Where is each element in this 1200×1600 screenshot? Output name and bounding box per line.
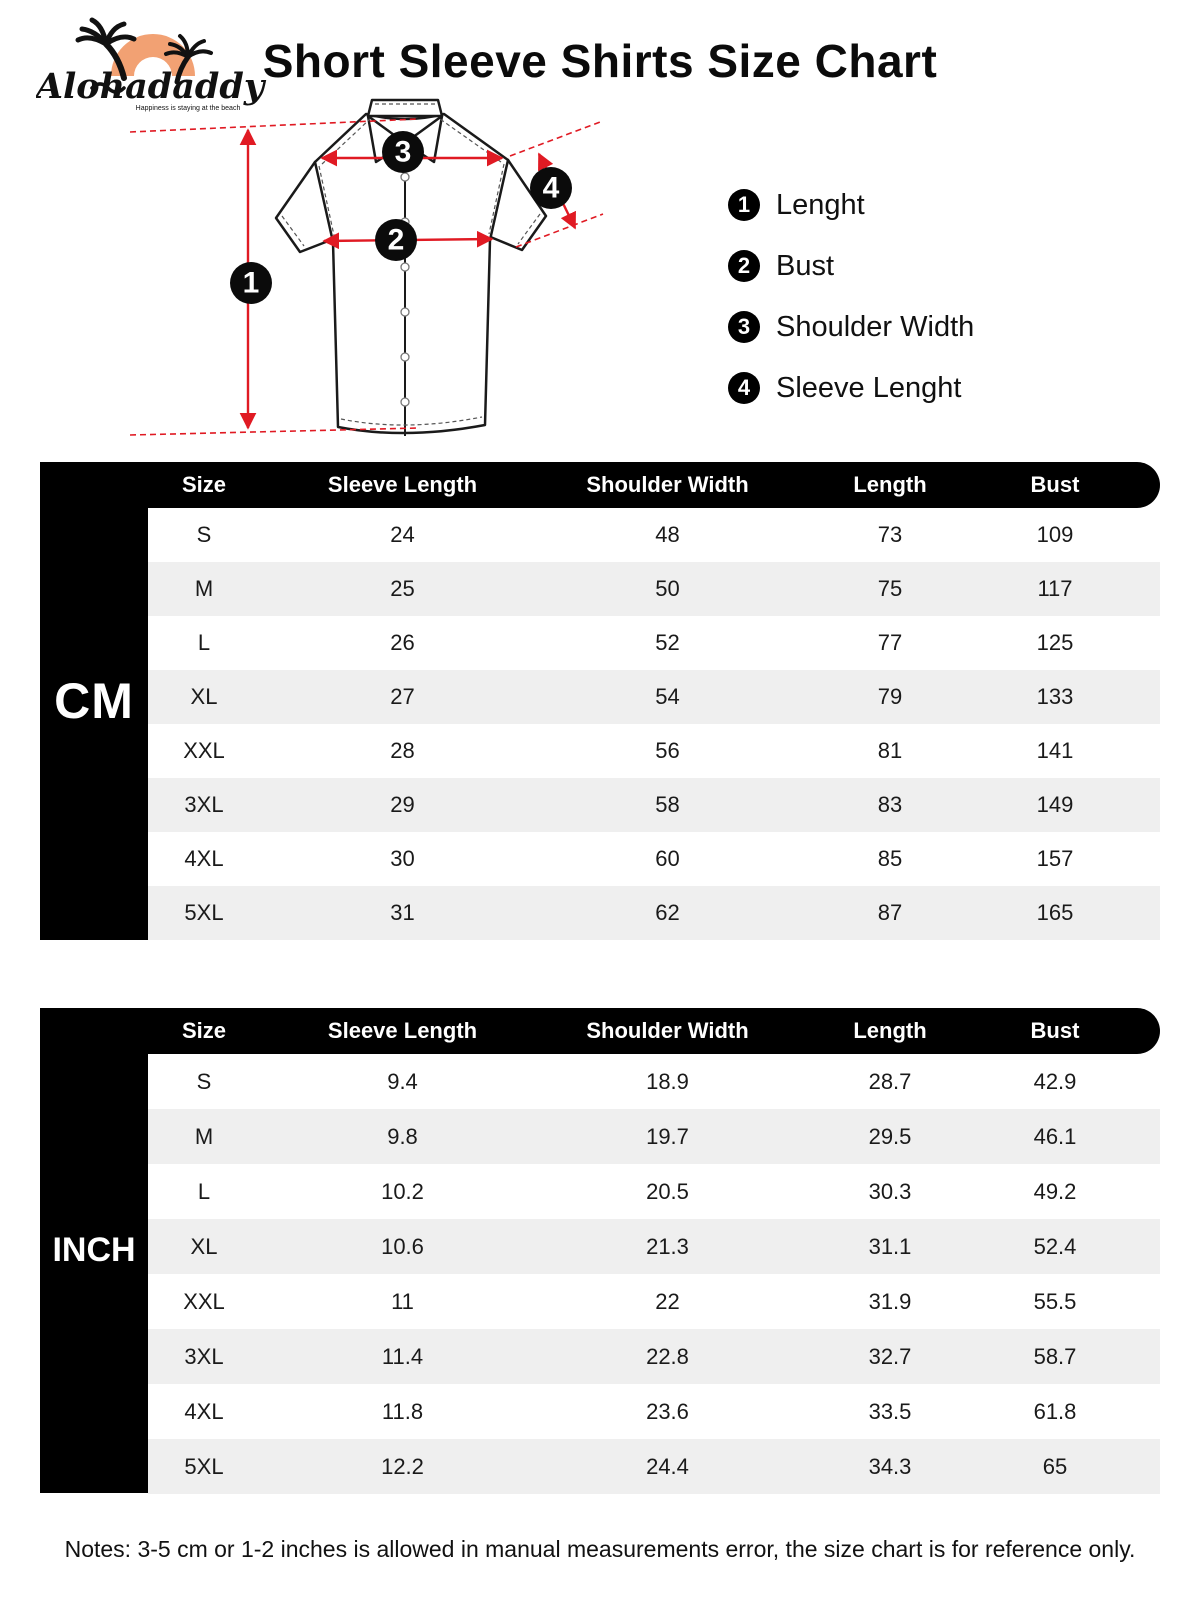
value-cell: 21.3 <box>646 1233 689 1259</box>
size-cell: S <box>196 1068 212 1094</box>
value-cell: 27 <box>390 684 415 709</box>
size-cell: 5XL <box>184 900 224 925</box>
value-cell: 75 <box>877 576 903 601</box>
value-cell: 20.5 <box>646 1178 689 1204</box>
legend-badge-4: 4 <box>728 372 760 404</box>
value-cell: 42.9 <box>1033 1068 1077 1094</box>
size-table-cm <box>40 462 1160 940</box>
value-cell: 52 <box>655 630 680 655</box>
legend-badge-1: 1 <box>728 189 760 221</box>
legend-item-sleeve-length <box>728 371 974 405</box>
table-row <box>148 508 1160 562</box>
table-row <box>148 1109 1160 1164</box>
value-cell: 10.2 <box>381 1178 424 1204</box>
value-cell: 9.8 <box>387 1123 418 1149</box>
legend-item-length <box>728 188 974 222</box>
value-cell: 133 <box>1036 684 1074 709</box>
column-header: Sleeve Length <box>327 472 478 497</box>
value-cell: 22.8 <box>646 1343 689 1369</box>
value-cell: 23.6 <box>646 1398 689 1424</box>
diagram-marker-2 <box>375 219 417 261</box>
value-cell: 77 <box>877 630 903 655</box>
value-cell: 125 <box>1036 630 1074 655</box>
value-cell: 65 <box>1042 1453 1068 1479</box>
brand-tagline: Happiness is staying at the beach <box>135 105 241 112</box>
column-header: Bust <box>1030 472 1080 497</box>
value-cell: 19.7 <box>646 1123 689 1149</box>
value-cell: 58.7 <box>1033 1343 1077 1369</box>
value-cell: 24 <box>390 522 415 547</box>
size-cell: 4XL <box>184 846 224 871</box>
table-row <box>148 1219 1160 1274</box>
value-cell: 31 <box>390 900 415 925</box>
column-header: Bust <box>1030 1018 1080 1043</box>
value-cell: 18.9 <box>646 1068 689 1094</box>
value-cell: 10.6 <box>381 1233 424 1259</box>
value-cell: 73 <box>877 522 903 547</box>
value-cell: 79 <box>877 684 903 709</box>
page-title: Short Sleeve Shirts Size Chart <box>262 35 938 87</box>
value-cell: 54 <box>655 684 680 709</box>
value-cell: 157 <box>1036 846 1074 871</box>
table-row <box>148 832 1160 886</box>
table-row <box>148 562 1160 616</box>
unit-label-text: INCH <box>52 1231 136 1269</box>
value-cell: 33.5 <box>868 1398 912 1424</box>
table-row <box>148 1439 1160 1494</box>
value-cell: 149 <box>1036 792 1074 817</box>
value-cell: 31.1 <box>868 1233 912 1259</box>
legend-label: Sleeve Lenght <box>776 371 962 404</box>
size-cell: XL <box>190 1233 218 1259</box>
value-cell: 30 <box>390 846 415 871</box>
value-cell: 49.2 <box>1033 1178 1077 1204</box>
value-cell: 9.4 <box>387 1068 418 1094</box>
legend-item-shoulder-width <box>728 310 974 344</box>
size-cell: M <box>194 1123 214 1149</box>
value-cell: 81 <box>877 738 903 763</box>
table-row <box>148 1384 1160 1439</box>
size-cell: XXL <box>183 1288 225 1314</box>
shirt-measurement-diagram <box>118 92 610 456</box>
table-body <box>148 508 1160 940</box>
diagram-marker-1 <box>230 262 272 304</box>
column-header: Shoulder Width <box>586 472 749 497</box>
value-cell: 56 <box>655 738 680 763</box>
size-cell: L <box>197 630 211 655</box>
legend-badge-2: 2 <box>728 250 760 282</box>
column-header: Shoulder Width <box>586 1018 749 1043</box>
value-cell: 31.9 <box>868 1288 912 1314</box>
unit-label-inch <box>40 1008 148 1493</box>
value-cell: 46.1 <box>1033 1123 1077 1149</box>
size-table-inch <box>40 1008 1160 1493</box>
value-cell: 62 <box>655 900 680 925</box>
size-cell: XL <box>190 684 218 709</box>
value-cell: 11.8 <box>381 1398 424 1424</box>
unit-label-cm <box>40 462 148 940</box>
table-header-row <box>40 462 1160 508</box>
size-cell: 5XL <box>184 1453 224 1479</box>
value-cell: 165 <box>1036 900 1074 925</box>
value-cell: 83 <box>877 792 903 817</box>
svg-text:1: 1 <box>242 266 260 300</box>
value-cell: 55.5 <box>1033 1288 1077 1314</box>
value-cell: 29.5 <box>868 1123 912 1149</box>
value-cell: 58 <box>655 792 680 817</box>
value-cell: 29 <box>390 792 415 817</box>
unit-label-text: CM <box>54 673 134 729</box>
svg-text:3: 3 <box>394 135 412 169</box>
value-cell: 109 <box>1036 522 1074 547</box>
value-cell: 61.8 <box>1033 1398 1077 1424</box>
legend-badge-3: 3 <box>728 311 760 343</box>
value-cell: 24.4 <box>646 1453 689 1479</box>
value-cell: 25 <box>390 576 415 601</box>
value-cell: 50 <box>655 576 680 601</box>
value-cell: 32.7 <box>868 1343 912 1369</box>
brand-name: Alohadaddy <box>36 66 265 107</box>
diagram-marker-3 <box>382 131 424 173</box>
table-row <box>148 1054 1160 1109</box>
size-cell: 4XL <box>184 1398 224 1424</box>
value-cell: 34.3 <box>868 1453 912 1479</box>
value-cell: 11.4 <box>381 1343 424 1369</box>
table-row <box>148 1329 1160 1384</box>
legend-item-bust <box>728 249 974 283</box>
column-header: Size <box>181 472 227 497</box>
value-cell: 52.4 <box>1033 1233 1077 1259</box>
table-body <box>148 1054 1160 1494</box>
value-cell: 30.3 <box>868 1178 912 1204</box>
value-cell: 28 <box>390 738 415 763</box>
value-cell: 87 <box>877 900 903 925</box>
size-cell: 3XL <box>184 792 224 817</box>
value-cell: 11 <box>391 1288 414 1314</box>
value-cell: 28.7 <box>868 1068 912 1094</box>
value-cell: 85 <box>877 846 903 871</box>
column-header: Sleeve Length <box>327 1018 478 1043</box>
column-header: Size <box>181 1018 227 1043</box>
table-row <box>148 724 1160 778</box>
legend-label: Shoulder Width <box>776 310 975 343</box>
value-cell: 141 <box>1036 738 1074 763</box>
value-cell: 117 <box>1037 576 1073 601</box>
table-row <box>148 616 1160 670</box>
table-row <box>148 1274 1160 1329</box>
value-cell: 48 <box>655 522 680 547</box>
table-row <box>148 1164 1160 1219</box>
legend-label: Lenght <box>776 188 865 221</box>
size-cell: XXL <box>183 738 225 763</box>
value-cell: 60 <box>655 846 680 871</box>
measurement-note: Notes: 3-5 cm or 1-2 inches is allowed in manual measurements error, the size chart is for reference only. <box>64 1536 1136 1562</box>
column-header: Length <box>853 1018 927 1043</box>
size-cell: S <box>196 522 212 547</box>
table-header-row <box>40 1008 1160 1054</box>
column-header: Length <box>853 472 927 497</box>
size-cell: L <box>197 1178 211 1204</box>
diagram-marker-4 <box>530 167 572 209</box>
legend-label: Bust <box>776 249 835 282</box>
svg-text:2: 2 <box>387 223 405 257</box>
table-row <box>148 886 1160 940</box>
value-cell: 26 <box>390 630 415 655</box>
size-cell: M <box>194 576 214 601</box>
measurement-legend <box>728 188 974 432</box>
size-cell: 3XL <box>184 1343 224 1369</box>
table-row <box>148 778 1160 832</box>
value-cell: 12.2 <box>381 1453 424 1479</box>
value-cell: 22 <box>655 1288 680 1314</box>
svg-text:4: 4 <box>542 171 560 205</box>
table-row <box>148 670 1160 724</box>
